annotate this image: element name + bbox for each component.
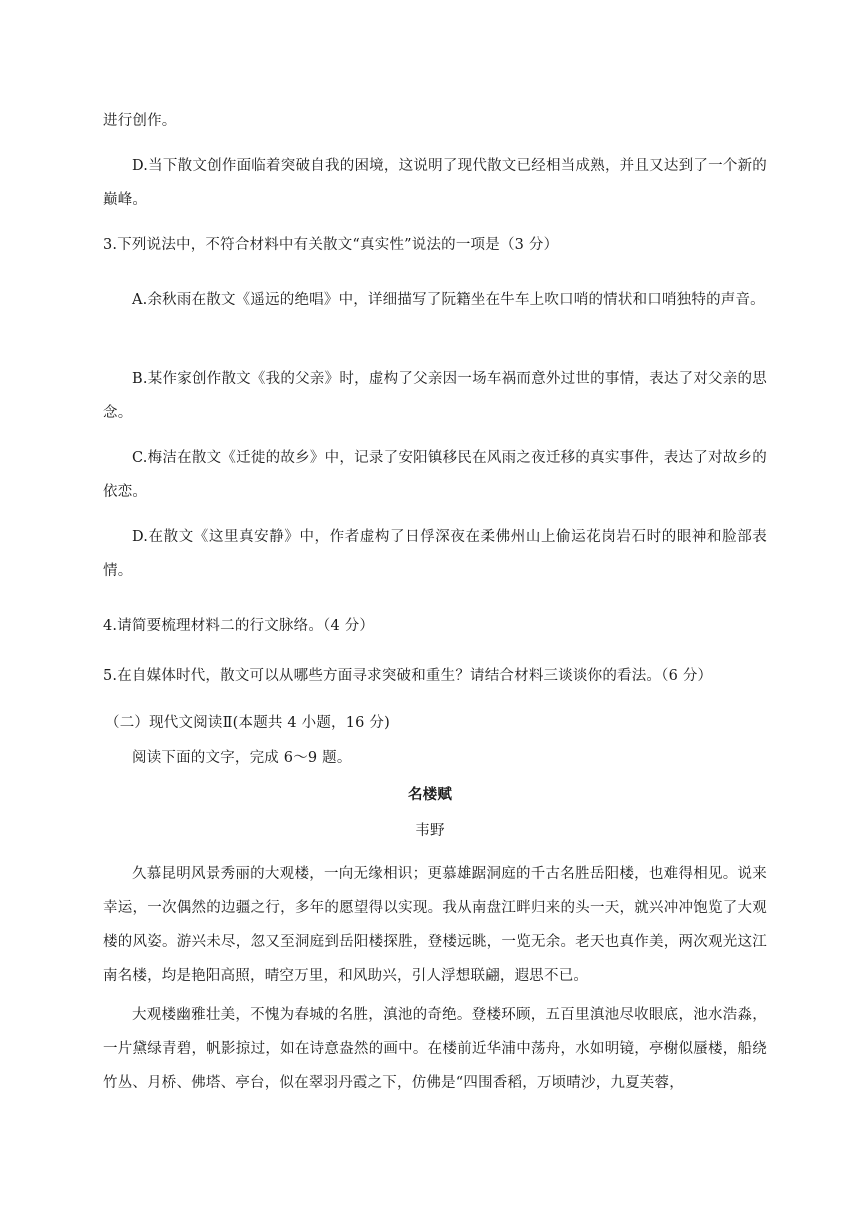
article-paragraph-2: 大观楼幽雅壮美，不愧为春城的名胜，滇池的奇绝。登楼环顾，五百里滇池尽收眼底，池水浩淼，一片黛绿青碧，帆影掠过，如在诗意盎然的画中。在楼前近华浦中荡舟，水如明镜，亭榭似蜃楼，船绕竹丛、月桥、佛塔、亭台，似在翠羽丹霞之下，仿佛是“四围香稻，万顷晴沙，九夏芙蓉，	[103, 1007, 767, 1091]
option-3d: D.在散文《这里真安静》中，作者虚构了日俘深夜在柔佛州山上偷运花岗岩石时的眼神和脸部表情。	[103, 529, 767, 579]
option-3a: A.余秋雨在散文《遥远的绝唱》中，详细描写了阮籍坐在牛车上吹口哨的情状和口哨独特的声音。	[132, 292, 765, 308]
option-3c: C.梅洁在散文《迁徙的故乡》中，记录了安阳镇移民在风雨之夜迁移的真实事件，表达了对故乡的依恋。	[103, 450, 767, 500]
question-4: 4.请简要梳理材料二的行文脉络。（4 分）	[103, 618, 375, 634]
article-title: 名楼赋	[407, 787, 453, 803]
article-paragraph-1: 久慕昆明风景秀丽的大观楼，一向无缘相识；更慕雄踞洞庭的千古名胜岳阳楼，也难得相见。说来幸运，一次偶然的边疆之行，多年的愿望得以实现。我从南盘江畔归来的头一天，就兴冲冲饱览了大观楼的风姿。游兴未尽，忽又至洞庭到岳阳楼探胜，登楼远眺，一览无余。老天也真作美，两次观光这江南名楼，均是艳阳高照，晴空万里，和风助兴，引人浮想联翩，遐思不已。	[103, 866, 767, 984]
option-3b: B.某作家创作散文《我的父亲》时，虚构了父亲因一场车祸而意外过世的事情，表达了对父亲的思念。	[103, 371, 767, 421]
option-2d: D.当下散文创作面临着突破自我的困境，这说明了现代散文已经相当成熟，并且又达到了一个新的巅峰。	[103, 158, 767, 208]
section-heading: （二）现代文阅读Ⅱ(本题共 4 小题，16 分)	[105, 715, 390, 731]
question-3: 3.下列说法中，不符合材料中有关散文“真实性”说法的一项是（3 分）	[103, 237, 559, 253]
article-author: 韦野	[415, 823, 445, 839]
reading-instruction: 阅读下面的文字，完成 6～9 题。	[132, 750, 352, 766]
text-continuation: 进行创作。	[103, 113, 177, 129]
question-5: 5.在自媒体时代，散文可以从哪些方面寻求突破和重生？请结合材料三谈谈你的看法。（6 分）	[103, 668, 713, 684]
